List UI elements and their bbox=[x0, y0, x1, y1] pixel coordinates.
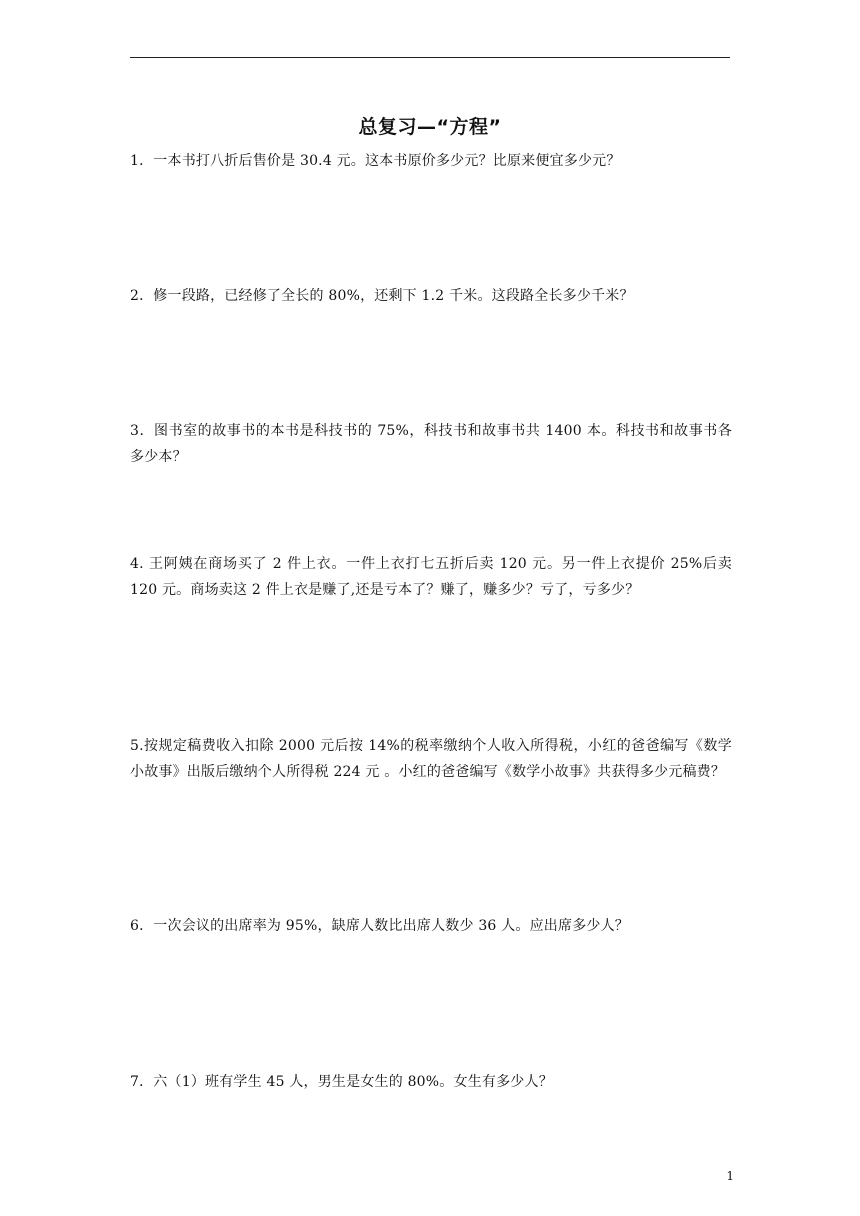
question-6: 6．一次会议的出席率为 95%，缺席人数比出席人数少 36 人。应出席多少人？ bbox=[130, 918, 629, 934]
question-1: 1．一本书打八折后售价是 30.4 元。这本书原价多少元？比原来便宜多少元？ bbox=[130, 153, 621, 169]
header-rule bbox=[130, 57, 730, 58]
question-2: 2．修一段路，已经修了全长的 80%，还剩下 1.2 千米。这段路全长多少千米？ bbox=[130, 288, 634, 304]
question-3: 3．图书室的故事书的本书是科技书的 75%，科技书和故事书共 1400 本。科技书和故事书各多少本？ bbox=[130, 423, 732, 465]
question-4: 4. 王阿姨在商场买了 2 件上衣。一件上衣打七五折后卖 120 元。另一件上衣提价 25%后卖 120 元。商场卖这 2 件上衣是赚了,还是亏本了？赚了，赚多少？亏了，亏多少？ bbox=[130, 556, 732, 598]
page-title: 总复习—“方程” bbox=[358, 116, 502, 138]
question-7: 7．六（1）班有学生 45 人，男生是女生的 80%。女生有多少人？ bbox=[130, 1074, 553, 1090]
page-number: 1 bbox=[726, 1169, 734, 1183]
question-5: 5.按规定稿费收入扣除 2000 元后按 14%的税率缴纳个人收入所得税，小红的爸爸编写《数学小故事》出版后缴纳个人所得税 224 元 。小红的爸爸编写《数学小故事》共获得多少元稿费？ bbox=[130, 738, 732, 780]
